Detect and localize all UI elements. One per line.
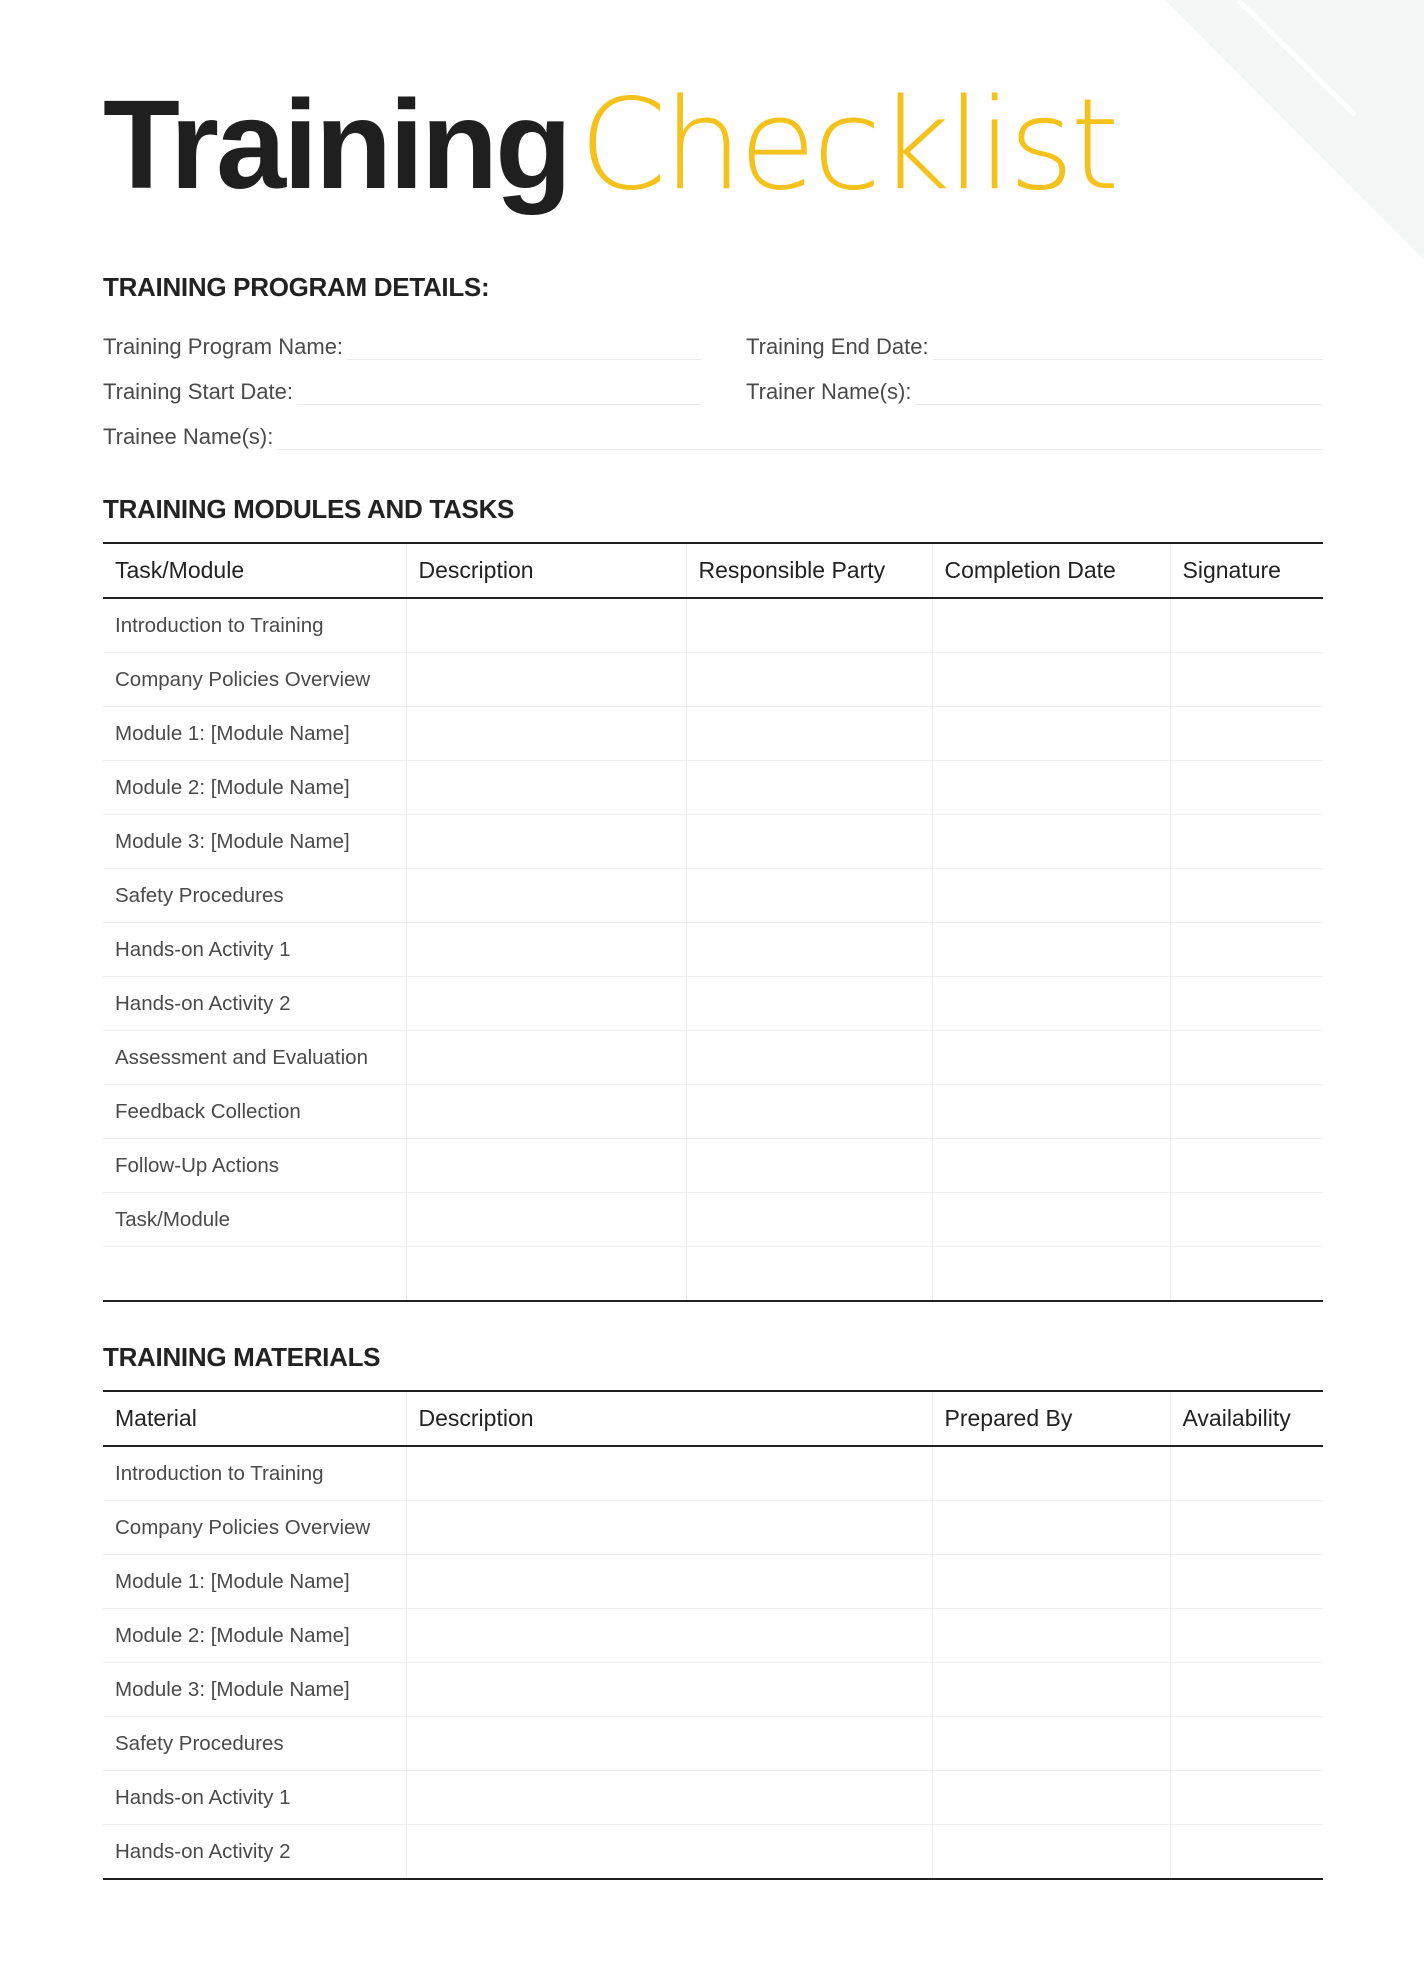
table-cell-input[interactable] (932, 869, 1170, 923)
trainee-names-input[interactable] (277, 427, 1323, 450)
title-light: Checklist (579, 71, 1116, 218)
field-label: Trainee Name(s): (103, 424, 274, 449)
details-heading: TRAINING PROGRAM DETAILS: (103, 272, 490, 302)
row-label: Company Policies Overview (103, 653, 406, 707)
field-label: Training Start Date: (103, 379, 293, 404)
table-cell-input[interactable] (1170, 1771, 1323, 1825)
table-row (103, 1193, 1323, 1247)
column-header: Responsible Party (686, 543, 932, 598)
row-label: Safety Procedures (103, 869, 406, 923)
table-cell-input[interactable] (1170, 1446, 1323, 1501)
table-cell-input[interactable] (686, 977, 932, 1031)
table-cell-input[interactable] (932, 977, 1170, 1031)
table-cell-input[interactable] (406, 1663, 932, 1717)
table-row (103, 977, 1323, 1031)
table-cell-input[interactable] (686, 1085, 932, 1139)
table-cell-input[interactable] (406, 1193, 686, 1247)
row-label: Hands-on Activity 1 (103, 1771, 406, 1825)
table-cell-input[interactable] (1170, 1609, 1323, 1663)
end-date-field[interactable] (746, 334, 1323, 360)
table-cell-input[interactable] (1170, 1825, 1323, 1880)
table-row (103, 761, 1323, 815)
row-label: Company Policies Overview (103, 1501, 406, 1555)
table-row (103, 869, 1323, 923)
table-cell-input[interactable] (1170, 815, 1323, 869)
corner-stripe (1238, 0, 1355, 115)
table-cell-input[interactable] (406, 1771, 932, 1825)
table-cell-input[interactable] (686, 1031, 932, 1085)
table-row (103, 1501, 1323, 1555)
table-cell-input[interactable] (406, 815, 686, 869)
table-cell-input[interactable] (406, 923, 686, 977)
table-row (103, 1139, 1323, 1193)
start-date-field[interactable] (103, 379, 701, 405)
field-label: Training End Date: (746, 334, 929, 359)
program-name-input[interactable] (347, 337, 701, 360)
table-row (103, 1085, 1323, 1139)
table-cell-input[interactable] (932, 1663, 1170, 1717)
table-cell-input[interactable] (406, 653, 686, 707)
column-header: Completion Date (932, 543, 1170, 598)
table-cell-input[interactable] (1170, 598, 1323, 653)
table-cell-input[interactable] (406, 1139, 686, 1193)
title-bold: Training (103, 74, 570, 215)
table-row (103, 1247, 1323, 1302)
row-label: Introduction to Training (103, 1446, 406, 1501)
table-cell-input[interactable] (686, 1139, 932, 1193)
corner-triangle (1165, 0, 1424, 260)
table-cell-input[interactable] (1170, 761, 1323, 815)
table-cell-input[interactable] (1170, 1139, 1323, 1193)
materials-heading: TRAINING MATERIALS (103, 1342, 381, 1372)
table-cell-input[interactable] (932, 1085, 1170, 1139)
table-cell-input[interactable] (1170, 869, 1323, 923)
table-cell-input[interactable] (932, 1247, 1170, 1302)
table-cell-input[interactable] (406, 1717, 932, 1771)
table-cell-input[interactable] (686, 653, 932, 707)
table-cell-input[interactable] (686, 815, 932, 869)
table-cell-input[interactable] (1170, 1717, 1323, 1771)
table-row (103, 707, 1323, 761)
table-header-row (103, 543, 1323, 598)
column-header: Availability (1170, 1391, 1323, 1446)
row-label: Module 2: [Module Name] (103, 761, 406, 815)
row-label: Module 3: [Module Name] (103, 815, 406, 869)
row-label: Module 3: [Module Name] (103, 1663, 406, 1717)
table-cell-input[interactable] (1170, 1085, 1323, 1139)
table-cell-input[interactable] (406, 761, 686, 815)
trainee-names-field[interactable] (103, 424, 1323, 450)
table-cell-input[interactable] (1170, 977, 1323, 1031)
table-cell-input[interactable] (406, 1555, 932, 1609)
column-header: Description (406, 1391, 932, 1446)
table-cell-input[interactable] (406, 1609, 932, 1663)
table-cell-input[interactable] (686, 707, 932, 761)
table-cell-input[interactable] (932, 1771, 1170, 1825)
modules-heading: TRAINING MODULES AND TASKS (103, 494, 515, 524)
table-cell-input[interactable] (1170, 707, 1323, 761)
table-cell-input[interactable] (932, 923, 1170, 977)
table-cell-input[interactable] (406, 1031, 686, 1085)
table-cell-input[interactable] (406, 598, 686, 653)
table-cell-input[interactable] (932, 1031, 1170, 1085)
table-header-row (103, 1391, 1323, 1446)
table-cell-input[interactable] (932, 815, 1170, 869)
row-label: Introduction to Training (103, 598, 406, 653)
table-row (103, 923, 1323, 977)
table-row (103, 1717, 1323, 1771)
table-row (103, 1609, 1323, 1663)
table-cell-input[interactable] (406, 707, 686, 761)
table-cell-input[interactable] (932, 1609, 1170, 1663)
table-cell-input[interactable] (686, 923, 932, 977)
row-label: Hands-on Activity 2 (103, 1825, 406, 1880)
trainer-names-field[interactable] (746, 379, 1323, 405)
program-name-field[interactable] (103, 334, 701, 360)
table-cell-input[interactable] (686, 1193, 932, 1247)
table-cell-input[interactable] (406, 1247, 686, 1302)
row-label (103, 1247, 406, 1302)
table-row (103, 653, 1323, 707)
table-cell-input[interactable] (1170, 1193, 1323, 1247)
table-cell-input[interactable] (932, 653, 1170, 707)
table-cell-input[interactable] (406, 977, 686, 1031)
end-date-input[interactable] (933, 337, 1323, 360)
table-cell-input[interactable] (406, 1501, 932, 1555)
table-cell-input[interactable] (932, 1555, 1170, 1609)
field-label: Trainer Name(s): (746, 379, 912, 404)
table-cell-input[interactable] (932, 761, 1170, 815)
table-cell-input[interactable] (406, 869, 686, 923)
table-cell-input[interactable] (406, 1085, 686, 1139)
table-row (103, 1031, 1323, 1085)
materials-table (103, 1390, 1323, 1880)
column-header: Task/Module (103, 543, 406, 598)
table-row (103, 1663, 1323, 1717)
page-title (103, 71, 1116, 218)
table-cell-input[interactable] (932, 1717, 1170, 1771)
table-cell-input[interactable] (686, 869, 932, 923)
row-label: Module 1: [Module Name] (103, 1555, 406, 1609)
column-header: Signature (1170, 543, 1323, 598)
row-label: Module 2: [Module Name] (103, 1609, 406, 1663)
table-cell-input[interactable] (1170, 653, 1323, 707)
table-cell-input[interactable] (932, 1193, 1170, 1247)
modules-table (103, 542, 1323, 1302)
table-cell-input[interactable] (932, 1501, 1170, 1555)
table-cell-input[interactable] (406, 1825, 932, 1880)
table-cell-input[interactable] (686, 598, 932, 653)
table-row (103, 1555, 1323, 1609)
row-label: Follow-Up Actions (103, 1139, 406, 1193)
row-label: Module 1: [Module Name] (103, 707, 406, 761)
table-cell-input[interactable] (1170, 923, 1323, 977)
table-cell-input[interactable] (932, 707, 1170, 761)
row-label: Task/Module (103, 1193, 406, 1247)
row-label: Feedback Collection (103, 1085, 406, 1139)
column-header: Description (406, 543, 686, 598)
table-row (103, 1771, 1323, 1825)
column-header: Prepared By (932, 1391, 1170, 1446)
row-label: Assessment and Evaluation (103, 1031, 406, 1085)
start-date-input[interactable] (297, 382, 701, 405)
column-header: Material (103, 1391, 406, 1446)
table-cell-input[interactable] (1170, 1247, 1323, 1302)
table-cell-input[interactable] (406, 1446, 932, 1501)
row-label: Hands-on Activity 2 (103, 977, 406, 1031)
table-row (103, 1825, 1323, 1880)
row-label: Hands-on Activity 1 (103, 923, 406, 977)
table-cell-input[interactable] (1170, 1663, 1323, 1717)
table-row (103, 598, 1323, 653)
table-cell-input[interactable] (1170, 1555, 1323, 1609)
row-label: Safety Procedures (103, 1717, 406, 1771)
table-cell-input[interactable] (686, 1247, 932, 1302)
table-cell-input[interactable] (932, 1446, 1170, 1501)
table-cell-input[interactable] (932, 1139, 1170, 1193)
table-row (103, 815, 1323, 869)
table-row (103, 1446, 1323, 1501)
table-cell-input[interactable] (932, 1825, 1170, 1880)
table-cell-input[interactable] (1170, 1501, 1323, 1555)
field-label: Training Program Name: (103, 334, 344, 359)
table-cell-input[interactable] (932, 598, 1170, 653)
table-cell-input[interactable] (686, 761, 932, 815)
table-cell-input[interactable] (1170, 1031, 1323, 1085)
trainer-names-input[interactable] (915, 382, 1323, 405)
